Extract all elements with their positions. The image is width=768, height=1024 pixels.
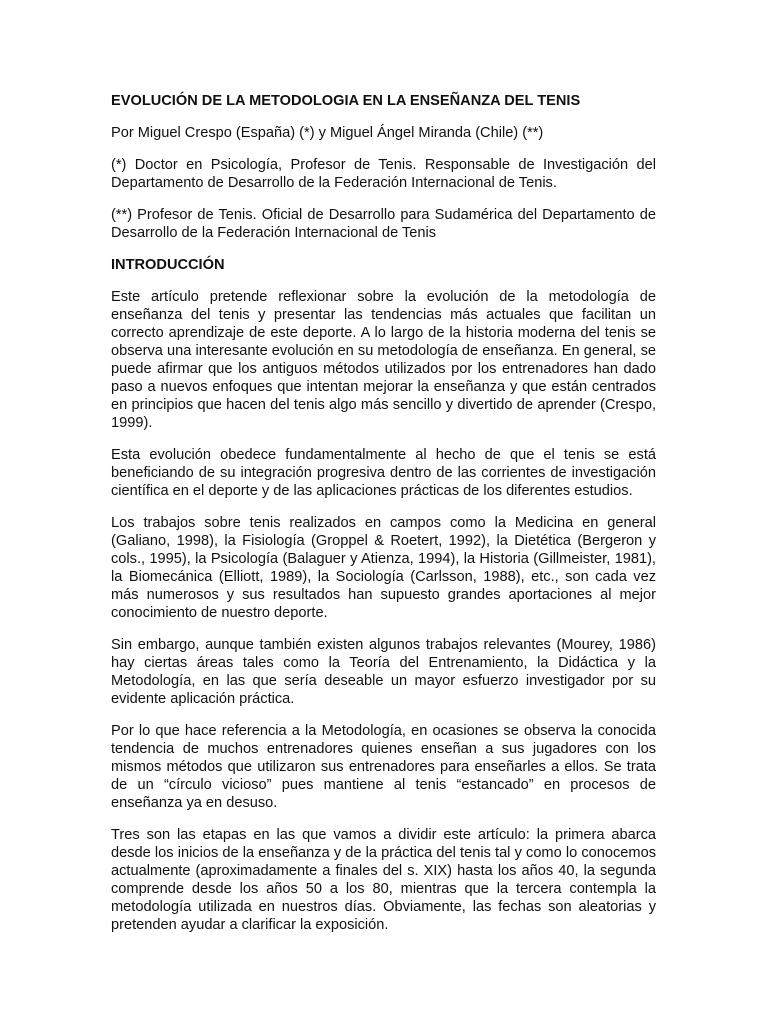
paragraph-1: Este artículo pretende reflexionar sobre la evolución de la metodología de enseñanza del tenis y presentar las tendencias más actuales que facilitan un correcto aprendizaje de este deporte. A lo largo de la historia moderna del tenis se observa una interesante evolución en su metodología de enseñanza. En general, se puede afirmar que los antiguos métodos utilizados por los entrenadores han dado paso a nuevos enfoques que intentan mejorar la enseñanza y que están centrados en principios que hacen del tenis algo más sencillo y divertido de aprender (Crespo, 1999). — [111, 289, 656, 431]
paragraph-4: Sin embargo, aunque también existen algunos trabajos relevantes (Mourey, 1986) hay ciertas áreas tales como la Teoría del Entrenamiento, la Didáctica y la Metodología, en las que sería deseable un mayor esfuerzo investigador por su evidente aplicación práctica. — [111, 637, 656, 707]
paragraph-6: Tres son las etapas en las que vamos a dividir este artículo: la primera abarca desde los inicios de la enseñanza y de la práctica del tenis tal y como lo conocemos actualmente (aproximadamente a finales del s. XIX) hasta los años 40, la segunda comprende desde los años 50 a los 80, mientras que la tercera contempla la metodología utilizada en nuestros días. Obviamente, las fechas son aleatorias y pretenden ayudar a clarificar la exposición. — [111, 827, 656, 933]
document-title: EVOLUCIÓN DE LA METODOLOGIA EN LA ENSEÑANZA DEL TENIS — [111, 93, 581, 109]
document-body — [111, 92, 656, 948]
author-note-1: (*) Doctor en Psicología, Profesor de Tenis. Responsable de Investigación del Departamento de Desarrollo de la Federación Internacional de Tenis. — [111, 157, 656, 191]
paragraph-5: Por lo que hace referencia a la Metodología, en ocasiones se observa la conocida tendencia de muchos entrenadores quienes enseñan a sus jugadores con los mismos métodos que utilizaron sus entrenadores para enseñarles a ellos. Se trata de un “círculo vicioso” pues mantiene al tenis “estancado” en procesos de enseñanza ya en desuso. — [111, 723, 656, 811]
section-title-introduccion: INTRODUCCIÓN — [111, 257, 225, 273]
paragraph-3: Los trabajos sobre tenis realizados en campos como la Medicina en general (Galiano, 1998), la Fisiología (Groppel & Roetert, 1992), la Dietética (Bergeron y cols., 1995), la Psicología (Balaguer y Atienza, 1994), la Historia (Gillmeister, 1981), la Biomecánica (Elliott, 1989), la Sociología (Carlsson, 1988), etc., son cada vez más numerosos y sus resultados han supuesto grandes aportaciones al mejor conocimiento de nuestro deporte. — [111, 515, 656, 621]
author-byline: Por Miguel Crespo (España) (*) y Miguel Ángel Miranda (Chile) (**) — [111, 125, 544, 141]
author-note-2: (**) Profesor de Tenis. Oficial de Desarrollo para Sudamérica del Departamento de Desarrollo de la Federación Internacional de Tenis — [111, 207, 656, 241]
paragraph-2: Esta evolución obedece fundamentalmente al hecho de que el tenis se está beneficiando de su integración progresiva dentro de las corrientes de investigación científica en el deporte y de las aplicaciones prácticas de los diferentes estudios. — [111, 447, 656, 499]
